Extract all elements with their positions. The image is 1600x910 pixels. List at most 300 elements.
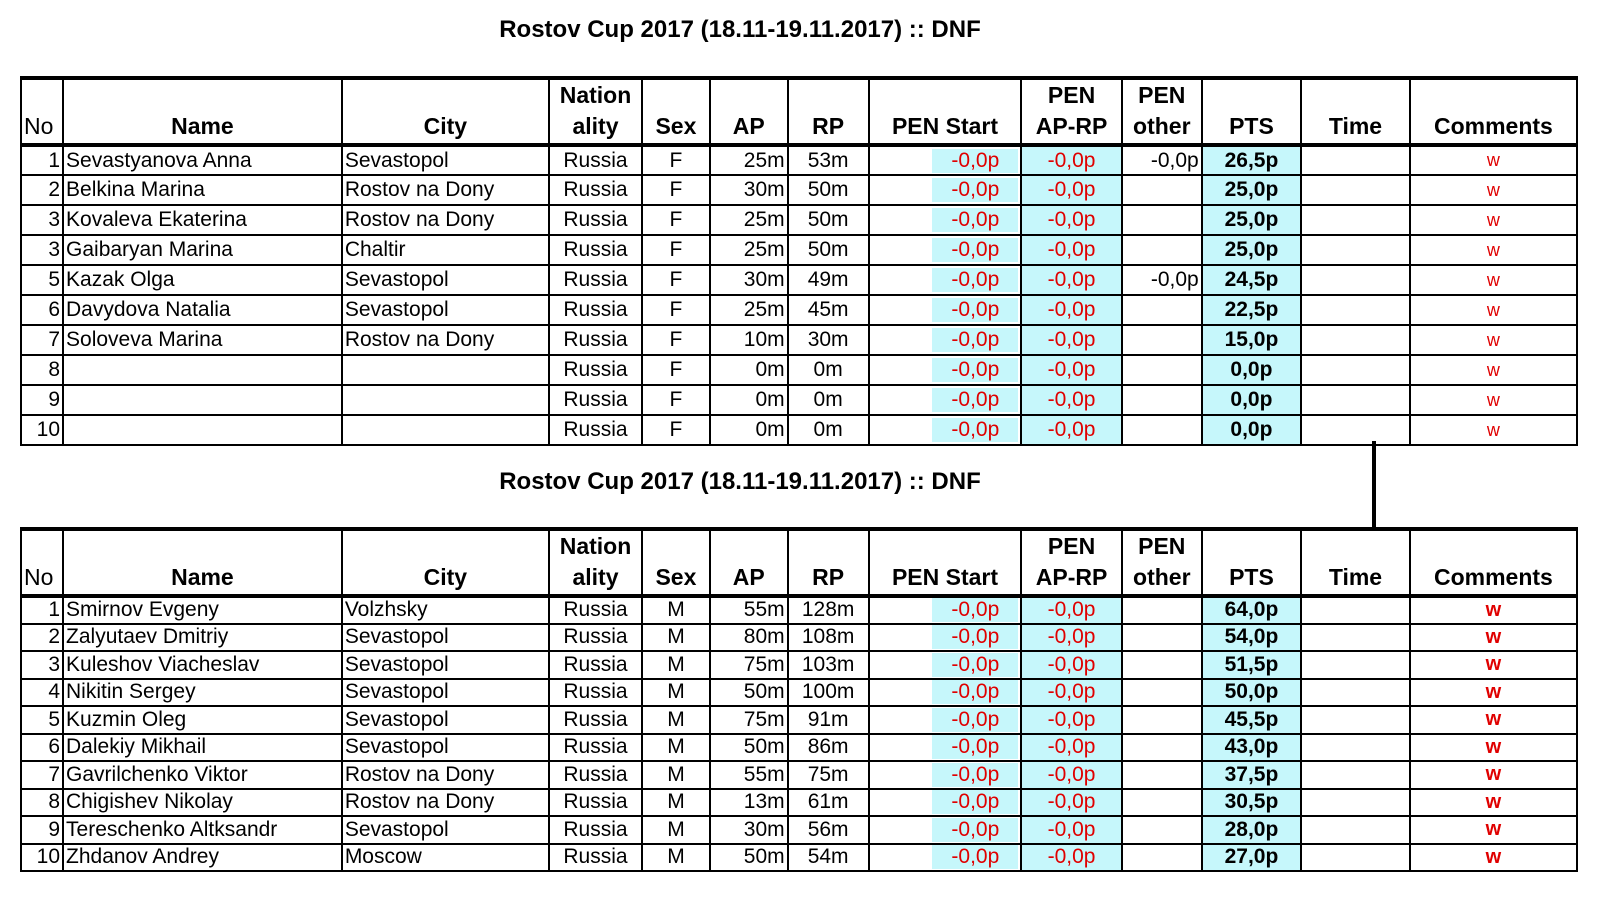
cell-no: 2 (21, 175, 63, 205)
cell-pen-aprp: -0,0p (1021, 415, 1121, 445)
table-row (21, 295, 1577, 325)
cell-city: Sevastopol (342, 624, 549, 652)
cell-pen-start (869, 816, 1022, 844)
cell-sex: M (642, 651, 710, 679)
cell-rp: 108m (788, 624, 869, 652)
table-row (21, 205, 1577, 235)
cell-time (1301, 734, 1410, 762)
cell-city (342, 355, 549, 385)
cell-sex: M (642, 761, 710, 789)
cell-pts: 0,0p (1202, 415, 1301, 445)
cell-pen-other (1122, 175, 1202, 205)
cell-pen-aprp: -0,0p (1021, 844, 1121, 872)
cell-pen-other (1122, 789, 1202, 817)
cell-city (342, 415, 549, 445)
cell-time (1301, 761, 1410, 789)
cell-no: 4 (21, 679, 63, 707)
cell-pen-other (1122, 816, 1202, 844)
header-line: other (1133, 113, 1191, 139)
cell-pen-other (1122, 651, 1202, 679)
cell-comment: w (1410, 415, 1577, 445)
cell-sex: F (642, 325, 710, 355)
cell-pen-aprp: -0,0p (1021, 596, 1121, 624)
col-header-pen-aprp (1021, 529, 1121, 596)
cell-city: Rostov na Dony (342, 789, 549, 817)
cell-time (1301, 624, 1410, 652)
pen-start-value: -0,0p (932, 653, 1018, 677)
cell-rp: 30m (788, 325, 869, 355)
pen-start-value: -0,0p (932, 178, 1018, 202)
cell-sex: F (642, 175, 710, 205)
cell-pen-aprp: -0,0p (1021, 734, 1121, 762)
cell-pen-aprp: -0,0p (1021, 295, 1121, 325)
header-row (21, 78, 1577, 145)
cell-ap: 25m (710, 205, 788, 235)
col-header-pen-start: PEN Start (869, 78, 1022, 145)
cell-rp: 45m (788, 295, 869, 325)
cell-pen-start (869, 145, 1022, 175)
cell-pen-aprp: -0,0p (1021, 706, 1121, 734)
pen-start-value: -0,0p (932, 818, 1018, 842)
header-line: ality (572, 564, 619, 590)
cell-pen-other (1122, 385, 1202, 415)
cell-ap: 55m (710, 761, 788, 789)
cell-rp: 0m (788, 355, 869, 385)
pen-start-value: -0,0p (932, 418, 1018, 442)
cell-comment: w (1410, 385, 1577, 415)
cell-rp: 50m (788, 205, 869, 235)
cell-pen-aprp: -0,0p (1021, 385, 1121, 415)
pen-start-value: -0,0p (932, 208, 1018, 232)
table-row (21, 325, 1577, 355)
col-header-rp: RP (788, 529, 869, 596)
pen-start-value: -0,0p (932, 680, 1018, 704)
table-row (21, 761, 1577, 789)
cell-nationality: Russia (549, 205, 642, 235)
cell-city: Chaltir (342, 235, 549, 265)
cell-rp: 50m (788, 175, 869, 205)
cell-no: 10 (21, 415, 63, 445)
cell-ap: 80m (710, 624, 788, 652)
cell-ap: 13m (710, 789, 788, 817)
col-header-pts: PTS (1202, 78, 1301, 145)
cell-name: Belkina Marina (63, 175, 342, 205)
cell-rp: 103m (788, 651, 869, 679)
cell-name (63, 415, 342, 445)
cell-no: 3 (21, 651, 63, 679)
header-line: other (1133, 564, 1191, 590)
col-header-pen-other (1122, 529, 1202, 596)
cell-comment: w (1410, 175, 1577, 205)
cell-ap: 50m (710, 734, 788, 762)
cell-pts: 37,5p (1202, 761, 1301, 789)
cell-pen-other (1122, 679, 1202, 707)
cell-time (1301, 385, 1410, 415)
cell-pen-other (1122, 415, 1202, 445)
cell-rp: 0m (788, 415, 869, 445)
cell-name: Dalekiy Mikhail (63, 734, 342, 762)
cell-sex: M (642, 706, 710, 734)
header-line: AP-RP (1035, 113, 1108, 139)
cell-name: Kuleshov Viacheslav (63, 651, 342, 679)
cell-ap: 30m (710, 265, 788, 295)
table-row (21, 651, 1577, 679)
cell-pen-start (869, 175, 1022, 205)
cell-ap: 0m (710, 355, 788, 385)
cell-ap: 30m (710, 175, 788, 205)
col-header-ap: AP (710, 78, 788, 145)
cell-pen-start (869, 235, 1022, 265)
col-header-pen-aprp (1021, 78, 1121, 145)
col-header-comments: Comments (1410, 78, 1577, 145)
pen-start-value: -0,0p (932, 149, 1018, 173)
pen-start-value: -0,0p (932, 790, 1018, 814)
men-table-title: Rostov Cup 2017 (18.11-19.11.2017) :: DNF (499, 468, 981, 495)
cell-pts: 51,5p (1202, 651, 1301, 679)
col-header-nationality (549, 78, 642, 145)
cell-name: Gaibaryan Marina (63, 235, 342, 265)
cell-pts: 25,0p (1202, 205, 1301, 235)
cell-nationality: Russia (549, 789, 642, 817)
cell-pts: 27,0p (1202, 844, 1301, 872)
header-line: PEN (1047, 533, 1096, 559)
table-row (21, 385, 1577, 415)
cell-pen-other (1122, 844, 1202, 872)
pen-start-value: -0,0p (932, 625, 1018, 649)
cell-ap: 75m (710, 651, 788, 679)
cell-sex: M (642, 789, 710, 817)
cell-time (1301, 596, 1410, 624)
cell-pen-other (1122, 235, 1202, 265)
col-header-nationality (549, 529, 642, 596)
cell-pen-start (869, 706, 1022, 734)
table-row (21, 816, 1577, 844)
cell-sex: M (642, 816, 710, 844)
cell-rp: 56m (788, 816, 869, 844)
cell-time (1301, 679, 1410, 707)
cell-pen-other (1122, 761, 1202, 789)
cell-name: Smirnov Evgeny (63, 596, 342, 624)
cell-pen-other (1122, 325, 1202, 355)
cell-no: 5 (21, 265, 63, 295)
pen-start-value: -0,0p (932, 358, 1018, 382)
pen-start-value: -0,0p (932, 598, 1018, 622)
cell-comment: w (1410, 596, 1577, 624)
cell-rp: 91m (788, 706, 869, 734)
col-header-city: City (342, 529, 549, 596)
header-row (21, 529, 1577, 596)
col-header-ap: AP (710, 529, 788, 596)
cell-nationality: Russia (549, 816, 642, 844)
table-row (21, 844, 1577, 872)
cell-time (1301, 145, 1410, 175)
col-header-pen-start: PEN Start (869, 529, 1022, 596)
cell-comment: w (1410, 679, 1577, 707)
cell-pen-start (869, 205, 1022, 235)
cell-pts: 45,5p (1202, 706, 1301, 734)
cell-city: Sevastopol (342, 679, 549, 707)
cell-name: Kuzmin Oleg (63, 706, 342, 734)
cell-no: 1 (21, 145, 63, 175)
cell-nationality: Russia (549, 235, 642, 265)
col-header-no: No (21, 529, 63, 596)
cell-pen-start (869, 844, 1022, 872)
cell-nationality: Russia (549, 415, 642, 445)
cell-city: Sevastopol (342, 734, 549, 762)
cell-ap: 0m (710, 385, 788, 415)
cell-nationality: Russia (549, 679, 642, 707)
cell-name (63, 355, 342, 385)
cell-sex: F (642, 145, 710, 175)
cell-city: Rostov na Dony (342, 175, 549, 205)
cell-time (1301, 175, 1410, 205)
cell-rp: 54m (788, 844, 869, 872)
cell-pen-aprp: -0,0p (1021, 325, 1121, 355)
cell-comment: w (1410, 205, 1577, 235)
cell-nationality: Russia (549, 355, 642, 385)
cell-pen-start (869, 265, 1022, 295)
cell-sex: M (642, 734, 710, 762)
cell-no: 2 (21, 624, 63, 652)
cell-comment: w (1410, 761, 1577, 789)
cell-pen-start (869, 596, 1022, 624)
cell-sex: M (642, 844, 710, 872)
cell-pen-other: -0,0p (1122, 145, 1202, 175)
cell-city: Sevastopol (342, 295, 549, 325)
cell-ap: 25m (710, 145, 788, 175)
cell-sex: F (642, 235, 710, 265)
cell-no: 7 (21, 761, 63, 789)
cell-rp: 50m (788, 235, 869, 265)
cell-nationality: Russia (549, 325, 642, 355)
pen-start-value: -0,0p (932, 708, 1018, 732)
cell-comment: w (1410, 789, 1577, 817)
pen-start-value: -0,0p (932, 238, 1018, 262)
cell-rp: 75m (788, 761, 869, 789)
cell-comment: w (1410, 295, 1577, 325)
cell-nationality: Russia (549, 596, 642, 624)
header-line: Nation (559, 82, 632, 108)
cell-pen-other (1122, 734, 1202, 762)
cell-rp: 49m (788, 265, 869, 295)
cell-rp: 61m (788, 789, 869, 817)
header-line: AP-RP (1035, 564, 1108, 590)
cell-city: Sevastopol (342, 706, 549, 734)
pen-start-value: -0,0p (932, 763, 1018, 787)
cell-pts: 30,5p (1202, 789, 1301, 817)
cell-pen-start (869, 415, 1022, 445)
pen-start-value: -0,0p (932, 268, 1018, 292)
table-row (21, 415, 1577, 445)
cell-pts: 25,0p (1202, 175, 1301, 205)
cell-time (1301, 265, 1410, 295)
cell-city: Volzhsky (342, 596, 549, 624)
cell-nationality: Russia (549, 761, 642, 789)
cell-no: 8 (21, 355, 63, 385)
cell-ap: 25m (710, 235, 788, 265)
pen-start-value: -0,0p (932, 388, 1018, 412)
col-header-time: Time (1301, 529, 1410, 596)
cell-city: Sevastopol (342, 265, 549, 295)
col-header-time: Time (1301, 78, 1410, 145)
cell-comment: w (1410, 844, 1577, 872)
cell-pen-start (869, 679, 1022, 707)
header-line: ality (572, 113, 619, 139)
cell-name: Kovaleva Ekaterina (63, 205, 342, 235)
cell-nationality: Russia (549, 385, 642, 415)
cell-comment: w (1410, 624, 1577, 652)
pen-start-value: -0,0p (932, 328, 1018, 352)
cell-pen-other (1122, 706, 1202, 734)
cell-name: Zalyutaev Dmitriy (63, 624, 342, 652)
cell-ap: 50m (710, 844, 788, 872)
table-row (21, 355, 1577, 385)
cell-sex: F (642, 205, 710, 235)
cell-no: 6 (21, 295, 63, 325)
pen-start-value: -0,0p (932, 845, 1018, 869)
cell-ap: 50m (710, 679, 788, 707)
cell-comment: w (1410, 355, 1577, 385)
pen-start-value: -0,0p (932, 735, 1018, 759)
table-row (21, 624, 1577, 652)
cell-city (342, 385, 549, 415)
cell-pen-aprp: -0,0p (1021, 265, 1121, 295)
cell-city: Sevastopol (342, 145, 549, 175)
cell-pen-other (1122, 355, 1202, 385)
table-row (21, 789, 1577, 817)
col-header-pts: PTS (1202, 529, 1301, 596)
cell-city: Moscow (342, 844, 549, 872)
cell-name: Nikitin Sergey (63, 679, 342, 707)
header-line: PEN (1138, 533, 1186, 559)
cell-nationality: Russia (549, 706, 642, 734)
cell-time (1301, 789, 1410, 817)
cell-pen-aprp: -0,0p (1021, 651, 1121, 679)
cell-pts: 0,0p (1202, 385, 1301, 415)
cell-city: Sevastopol (342, 651, 549, 679)
cell-ap: 25m (710, 295, 788, 325)
table-row (21, 265, 1577, 295)
col-header-name: Name (63, 78, 342, 145)
women-table-title: Rostov Cup 2017 (18.11-19.11.2017) :: DNF (499, 16, 981, 43)
cell-no: 9 (21, 816, 63, 844)
cell-comment: w (1410, 325, 1577, 355)
cell-pts: 15,0p (1202, 325, 1301, 355)
cell-sex: F (642, 385, 710, 415)
cell-pen-start (869, 355, 1022, 385)
table-row (21, 734, 1577, 762)
cell-pen-aprp: -0,0p (1021, 679, 1121, 707)
cell-pen-other (1122, 596, 1202, 624)
cell-pen-start (869, 789, 1022, 817)
cell-nationality: Russia (549, 734, 642, 762)
cell-pts: 43,0p (1202, 734, 1301, 762)
cell-ap: 10m (710, 325, 788, 355)
cell-pen-aprp: -0,0p (1021, 145, 1121, 175)
cell-name: Tereschenko Altksandr (63, 816, 342, 844)
cell-pen-aprp: -0,0p (1021, 235, 1121, 265)
cell-no: 3 (21, 235, 63, 265)
cell-nationality: Russia (549, 175, 642, 205)
col-header-pen-other (1122, 78, 1202, 145)
cell-sex: F (642, 415, 710, 445)
cell-time (1301, 844, 1410, 872)
cell-pen-aprp: -0,0p (1021, 789, 1121, 817)
cell-no: 10 (21, 844, 63, 872)
table-row (21, 596, 1577, 624)
cell-no: 6 (21, 734, 63, 762)
col-header-sex: Sex (642, 529, 710, 596)
cell-pts: 26,5p (1202, 145, 1301, 175)
table-row (21, 679, 1577, 707)
col-header-no: No (21, 78, 63, 145)
cell-pts: 50,0p (1202, 679, 1301, 707)
cell-time (1301, 295, 1410, 325)
cell-name: Gavrilchenko Viktor (63, 761, 342, 789)
cell-nationality: Russia (549, 265, 642, 295)
cell-city: Rostov na Dony (342, 205, 549, 235)
cell-name: Soloveva Marina (63, 325, 342, 355)
cell-comment: w (1410, 816, 1577, 844)
header-line: PEN (1047, 82, 1096, 108)
cell-nationality: Russia (549, 844, 642, 872)
cell-pts: 22,5p (1202, 295, 1301, 325)
cell-time (1301, 235, 1410, 265)
cell-pen-aprp: -0,0p (1021, 175, 1121, 205)
men-results-table (20, 527, 1578, 872)
cell-pts: 28,0p (1202, 816, 1301, 844)
col-header-sex: Sex (642, 78, 710, 145)
women-results-table (20, 76, 1578, 446)
cell-pen-other: -0,0p (1122, 265, 1202, 295)
cell-time (1301, 651, 1410, 679)
cell-no: 5 (21, 706, 63, 734)
cell-sex: F (642, 295, 710, 325)
cell-rp: 100m (788, 679, 869, 707)
cell-name: Zhdanov Andrey (63, 844, 342, 872)
cell-time (1301, 816, 1410, 844)
cell-pts: 64,0p (1202, 596, 1301, 624)
cell-name (63, 385, 342, 415)
cell-rp: 86m (788, 734, 869, 762)
header-line: PEN (1138, 82, 1186, 108)
cell-time (1301, 205, 1410, 235)
cell-sex: F (642, 355, 710, 385)
cell-sex: M (642, 624, 710, 652)
cell-pen-start (869, 761, 1022, 789)
cell-pen-other (1122, 624, 1202, 652)
cell-no: 8 (21, 789, 63, 817)
cell-comment: w (1410, 706, 1577, 734)
pen-start-value: -0,0p (932, 298, 1018, 322)
cell-city: Rostov na Dony (342, 761, 549, 789)
cell-rp: 0m (788, 385, 869, 415)
cell-pen-start (869, 295, 1022, 325)
cell-pen-start (869, 325, 1022, 355)
cell-pen-aprp: -0,0p (1021, 355, 1121, 385)
cell-ap: 75m (710, 706, 788, 734)
table-row (21, 235, 1577, 265)
cell-pen-other (1122, 205, 1202, 235)
col-header-city: City (342, 78, 549, 145)
cell-comment: w (1410, 734, 1577, 762)
cell-pen-start (869, 624, 1022, 652)
cell-name: Kazak Olga (63, 265, 342, 295)
cell-sex: M (642, 679, 710, 707)
cell-time (1301, 325, 1410, 355)
table-row (21, 145, 1577, 175)
cell-pen-aprp: -0,0p (1021, 761, 1121, 789)
